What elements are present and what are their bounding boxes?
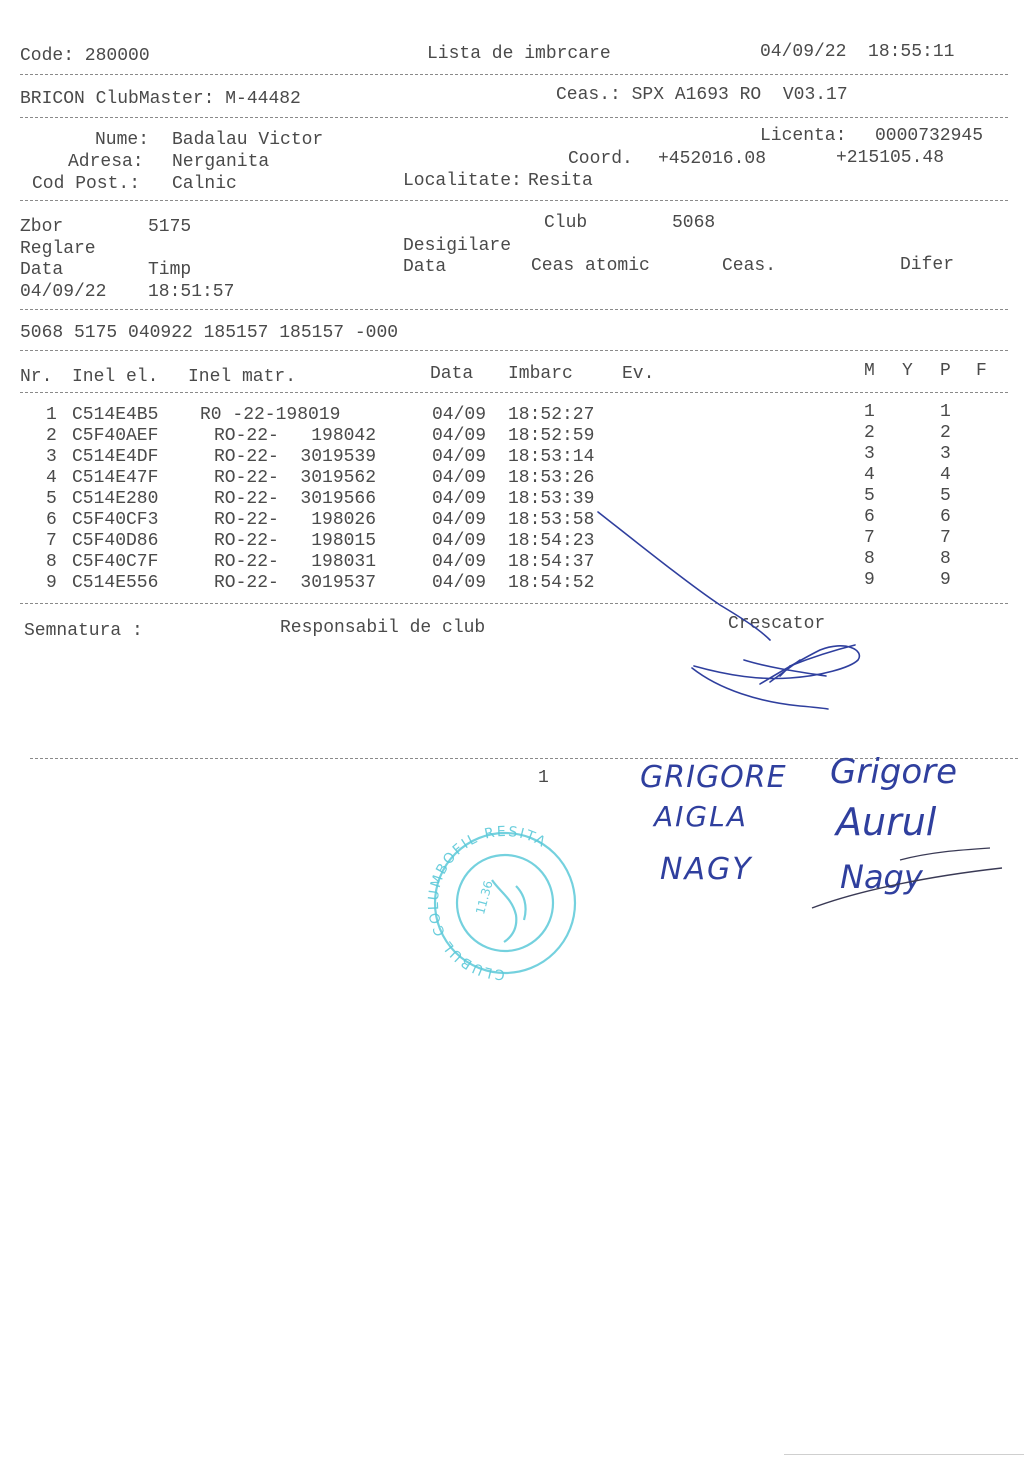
- col-data: Data: [430, 364, 474, 384]
- zbor-label: Zbor: [20, 217, 64, 237]
- col-inel-matr: Inel matr.: [188, 367, 297, 387]
- handwritten-signature: Aurul: [836, 800, 937, 844]
- owner-name: Badalau Victor: [172, 130, 324, 150]
- print-datetime: 04/09/22 18:55:11: [760, 42, 955, 62]
- table-row: 4 C514E47F RO-22- 3019562 04/09 18:53:26 4 4: [46, 465, 951, 488]
- coord-lat: +452016.08: [658, 149, 767, 169]
- stamp-text-outer: CLUBUL COLUMBOFIL RESITA: [425, 823, 550, 983]
- table-row: 7 C5F40D86 RO-22- 198015 04/09 18:54:23 7 7: [46, 528, 951, 551]
- col-ev: Ev.: [622, 364, 655, 384]
- ceas-atomic-label: Ceas atomic: [531, 256, 650, 276]
- crescator-label: Crescator: [728, 614, 826, 634]
- data2-label: Data: [403, 257, 447, 277]
- data-label: Data: [20, 260, 64, 280]
- difer-label: Difer: [900, 255, 955, 275]
- coord-label: Coord.: [568, 149, 633, 169]
- handwritten-signature: Grigore: [830, 752, 958, 792]
- scan-edge: [784, 1454, 1024, 1455]
- name-label: Nume:: [95, 130, 150, 150]
- table-row: 8 C5F40C7F RO-22- 198031 04/09 18:54:37 8 8: [46, 549, 951, 572]
- locality: Resita: [528, 171, 593, 191]
- handwritten-name: AIGLA: [654, 800, 748, 833]
- table-row: 3 C514E4DF RO-22- 3019539 04/09 18:53:14 3 3: [46, 444, 951, 467]
- table-row: 1 C514E4B5 R0 -22-198019 04/09 18:52:27 1 1: [46, 402, 951, 425]
- semnatura-label: Semnatura :: [24, 621, 143, 641]
- owner-postal: Calnic: [172, 174, 237, 194]
- reglare-date: 04/09/22: [20, 282, 107, 302]
- zbor-number: 5175: [148, 217, 192, 237]
- handwritten-name: NAGY: [660, 852, 753, 887]
- document-code: Code: 280000: [20, 46, 150, 66]
- col-y: Y: [902, 361, 913, 381]
- stamp-text-inner: 11.36: [473, 879, 496, 916]
- document-title: Lista de imbrcare: [427, 44, 611, 64]
- club-label: Club: [544, 213, 588, 233]
- club-number: 5068: [672, 213, 716, 233]
- col-f: F: [976, 361, 987, 381]
- handwritten-signature: Nagy: [840, 858, 923, 896]
- desigilare-label: Desigilare: [403, 236, 512, 256]
- table-row: 5 C514E280 RO-22- 3019566 04/09 18:53:39 5 5: [46, 486, 951, 509]
- license-label: Licenta:: [760, 126, 847, 146]
- address-label: Adresa:: [68, 152, 144, 172]
- col-inel-el: Inel el.: [72, 367, 159, 387]
- license-number: 0000732945: [875, 126, 984, 146]
- coord-lon: +215105.48: [836, 148, 945, 168]
- owner-address: Nerganita: [172, 152, 270, 172]
- col-p: P: [940, 361, 951, 381]
- col-nr: Nr.: [20, 367, 53, 387]
- club-stamp: [420, 820, 590, 983]
- code-line: 5068 5175 040922 185157 185157 -000: [20, 323, 399, 343]
- handwritten-name: GRIGORE: [640, 760, 787, 795]
- col-imbarc: Imbarc: [508, 364, 573, 384]
- page-number: 1: [538, 768, 549, 788]
- clock-id: Ceas.: SPX A1693 RO V03.17: [556, 85, 848, 105]
- table-row: 2 C5F40AEF RO-22- 198042 04/09 18:52:59 2 2: [46, 423, 951, 446]
- device-id: BRICON ClubMaster: M-44482: [20, 89, 301, 109]
- col-m: M: [864, 361, 875, 381]
- ceas-label: Ceas.: [722, 256, 777, 276]
- table-row: 6 C5F40CF3 RO-22- 198026 04/09 18:53:58 6 6: [46, 507, 951, 530]
- responsabil-label: Responsabil de club: [280, 618, 486, 638]
- table-row: 9 C514E556 RO-22- 3019537 04/09 18:54:52 9 9: [46, 570, 951, 593]
- locality-label: Localitate:: [403, 171, 522, 191]
- postal-label: Cod Post.:: [32, 174, 141, 194]
- timp-label: Timp: [148, 260, 192, 280]
- reglare-label: Reglare: [20, 239, 96, 259]
- reglare-time: 18:51:57: [148, 282, 235, 302]
